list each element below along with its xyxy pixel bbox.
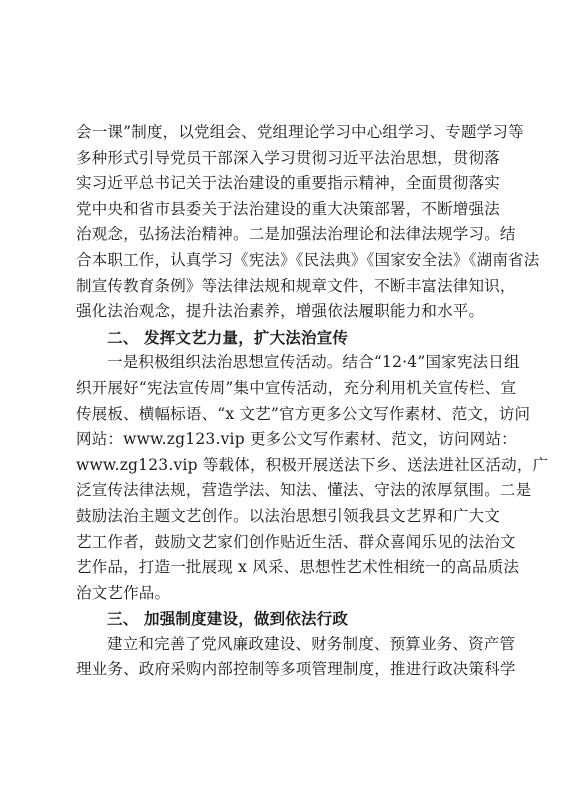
paragraph-line: 强化法治观念，提升法治素养，增强依法履职能力和水平。 — [76, 302, 485, 321]
paragraph-line: 实习近平总书记关于法治建设的重要指示精神，全面贯彻落实 — [76, 174, 500, 193]
paragraph-line: 合本职工作，认真学习《宪法》《民法典》《国家安全法》《湖南省法 — [76, 250, 540, 269]
paragraph-line: 鼓励法治主题文艺创作。以法治思想引领我县文艺界和广大文 — [76, 506, 500, 525]
paragraph-line: 治文艺作品。 — [76, 583, 171, 602]
section-heading-2: 二、 发挥文艺力量，扩大法治宣传 — [107, 327, 349, 347]
paragraph-line: 理业务、政府采购内部控制等多项管理制度，推进行政决策科学 — [76, 660, 516, 679]
paragraph-line: 治观念，弘扬法治精神。二是加强法治理论和法律法规学习。结 — [76, 225, 516, 244]
paragraph-line: 艺工作者，鼓励文艺家们创作贴近生活、群众喜闻乐见的法治文 — [76, 532, 516, 551]
paragraph-line: 一是积极组织法治思想宣传活动。结合“12·4”国家宪法日组 — [107, 353, 520, 372]
paragraph-line: 网站：www.zg123.vip 更多公文写作素材、范文，访问网站： — [76, 430, 517, 449]
section-heading-3: 三、 加强制度建设，做到依法行政 — [107, 609, 349, 629]
paragraph-line: 建立和完善了党风廉政建设、财务制度、预算业务、资产管 — [107, 634, 516, 653]
document-body — [76, 120, 549, 683]
paragraph-line: 党中央和省市县委关于法治建设的重大决策部署，不断增强法 — [76, 199, 500, 218]
paragraph-line: 传展板、横幅标语、“x 文艺”官方更多公文写作素材、范文，访问 — [76, 404, 531, 423]
paragraph-line: 艺作品，打造一批展现 x 风采、思想性艺术性相统一的高品质法 — [76, 558, 520, 577]
paragraph-line: 泛宣传法律法规，营造学法、知法、懂法、守法的浓厚氛围。二是 — [76, 481, 532, 500]
paragraph-line: 织开展好“宪法宣传周”集中宣传活动，充分利用机关宣传栏、宣 — [76, 378, 517, 397]
paragraph-line: 制宣传教育条例》等法律法规和规章文件，不断丰富法律知识， — [76, 276, 516, 295]
paragraph-line: 多种形式引导党员干部深入学习贯彻习近平法治思想，贯彻落 — [76, 148, 500, 167]
paragraph-line: www.zg123.vip 等载体，积极开展送法下乡、送法进社区活动，广 — [76, 455, 549, 474]
paragraph-line: 会一课”制度，以党组会、党组理论学习中心组学习、专题学习等 — [76, 123, 524, 141]
